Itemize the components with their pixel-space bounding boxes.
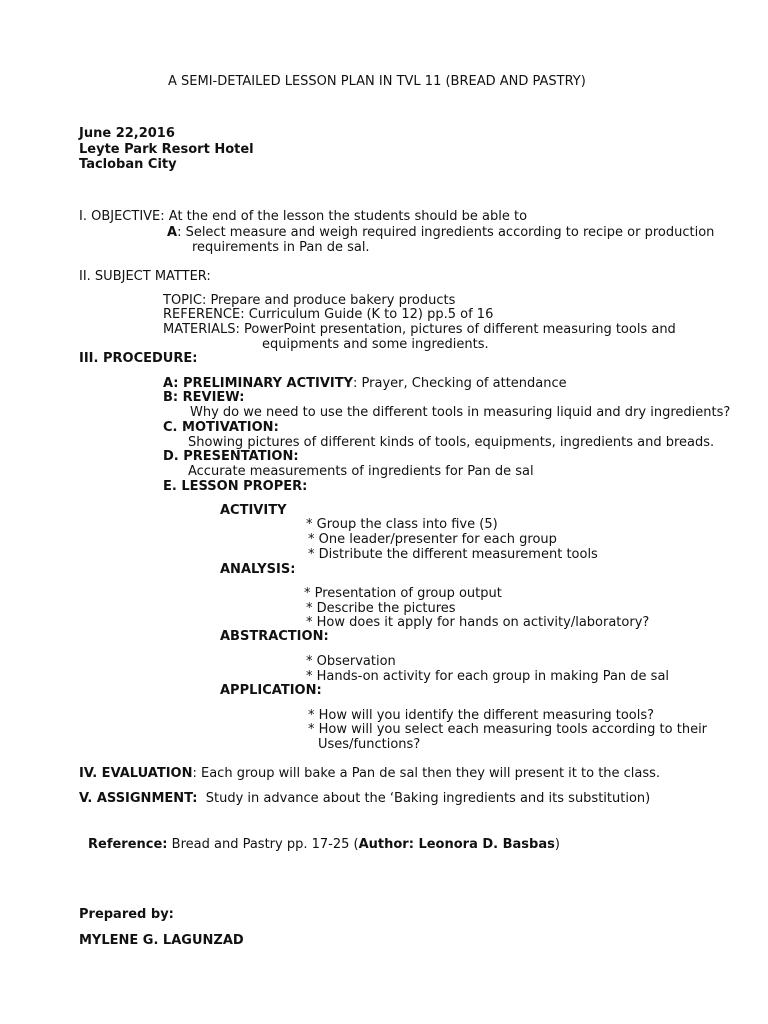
lesson-proper-label: E. LESSON PROPER: xyxy=(163,479,308,494)
list-item: * Observation xyxy=(306,654,396,669)
list-item: * Presentation of group output xyxy=(304,586,502,601)
review-text: Why do we need to use the different tools in measuring liquid and dry ingredients? xyxy=(190,405,731,420)
assignment-section xyxy=(79,791,650,806)
subject-matter-section xyxy=(79,269,211,284)
review-label: B: REVIEW: xyxy=(163,390,245,405)
objective-item-label: A xyxy=(167,225,178,240)
objective-heading: I. OBJECTIVE xyxy=(79,209,161,224)
evaluation-section xyxy=(79,766,660,781)
subject-matter-heading: II. SUBJECT MATTER xyxy=(79,269,207,284)
list-item: * Describe the pictures xyxy=(306,601,456,616)
reference-value: : Curriculum Guide (K to 12) pp.5 of 16 xyxy=(240,307,494,322)
topic-line xyxy=(163,293,455,308)
analysis-label: ANALYSIS: xyxy=(220,562,296,577)
topic-value: : Prepare and produce bakery products xyxy=(201,293,456,308)
reference-line xyxy=(163,307,493,322)
bibliography-label: Reference: xyxy=(88,837,168,852)
objective-item-continuation: requirements in Pan de sal. xyxy=(192,240,370,255)
objective-intro: : At the end of the lesson the students should be able to xyxy=(160,209,528,224)
bibliography-author: Author: Leonora D. Basbas xyxy=(358,837,555,852)
preliminary-label: A: PRELIMINARY ACTIVITY xyxy=(163,376,354,391)
list-item: * Group the class into five (5) xyxy=(306,517,498,532)
procedure-heading: III. PROCEDURE: xyxy=(79,351,198,366)
list-item: Uses/functions? xyxy=(318,737,421,752)
application-label: APPLICATION: xyxy=(220,683,322,698)
presentation-text: Accurate measurements of ingredients for Pan de sal xyxy=(188,464,534,479)
preliminary-value: : Prayer, Checking of attendance xyxy=(353,376,567,391)
bibliography-close: ) xyxy=(554,837,560,852)
reference-label: REFERENCE xyxy=(163,307,241,322)
list-item: * Distribute the different measurement tools xyxy=(308,547,598,562)
objective-section xyxy=(79,209,527,224)
preliminary-activity xyxy=(163,376,567,391)
evaluation-label: IV. EVALUATION xyxy=(79,766,193,781)
prepared-by-name: MYLENE G. LAGUNZAD xyxy=(79,933,244,948)
bibliography-reference xyxy=(88,837,560,852)
list-item: * How will you identify the different measuring tools? xyxy=(308,708,655,723)
objective-item-text: : Select measure and weigh required ingredients according to recipe or production xyxy=(177,225,715,240)
motivation-text: Showing pictures of different kinds of tools, equipments, ingredients and breads. xyxy=(188,435,715,450)
objective-item-a xyxy=(167,225,714,240)
presentation-label: D. PRESENTATION: xyxy=(163,449,299,464)
list-item: * One leader/presenter for each group xyxy=(308,532,557,547)
list-item: * Hands-on activity for each group in making Pan de sal xyxy=(306,669,670,684)
abstraction-label: ABSTRACTION: xyxy=(220,629,329,644)
assignment-label: V. ASSIGNMENT: xyxy=(79,791,198,806)
topic-label: TOPIC xyxy=(163,293,202,308)
list-item: * How does it apply for hands on activity/laboratory? xyxy=(306,615,650,630)
materials-line xyxy=(163,322,676,337)
evaluation-text: : Each group will bake a Pan de sal then they will present it to the class. xyxy=(192,766,661,781)
lesson-venue: Leyte Park Resort Hotel xyxy=(79,142,254,157)
lesson-city: Tacloban City xyxy=(79,157,177,172)
activity-label: ACTIVITY xyxy=(220,503,287,518)
materials-value: : PowerPoint presentation, pictures of different measuring tools and xyxy=(235,322,676,337)
lesson-date: June 22,2016 xyxy=(79,126,175,141)
prepared-by-label: Prepared by: xyxy=(79,907,174,922)
assignment-text: Study in advance about the ‘Baking ingredients and its substitution) xyxy=(205,791,651,806)
materials-label: MATERIALS xyxy=(163,322,236,337)
page-title: A SEMI-DETAILED LESSON PLAN IN TVL 11 (BREAD AND PASTRY) xyxy=(168,74,586,89)
motivation-label: C. MOTIVATION: xyxy=(163,420,279,435)
subject-matter-colon: : xyxy=(206,269,211,284)
bibliography-text: Bread and Pastry pp. 17-25 ( xyxy=(171,837,359,852)
list-item: * How will you select each measuring tools according to their xyxy=(308,722,708,737)
materials-continuation: equipments and some ingredients. xyxy=(262,337,489,352)
